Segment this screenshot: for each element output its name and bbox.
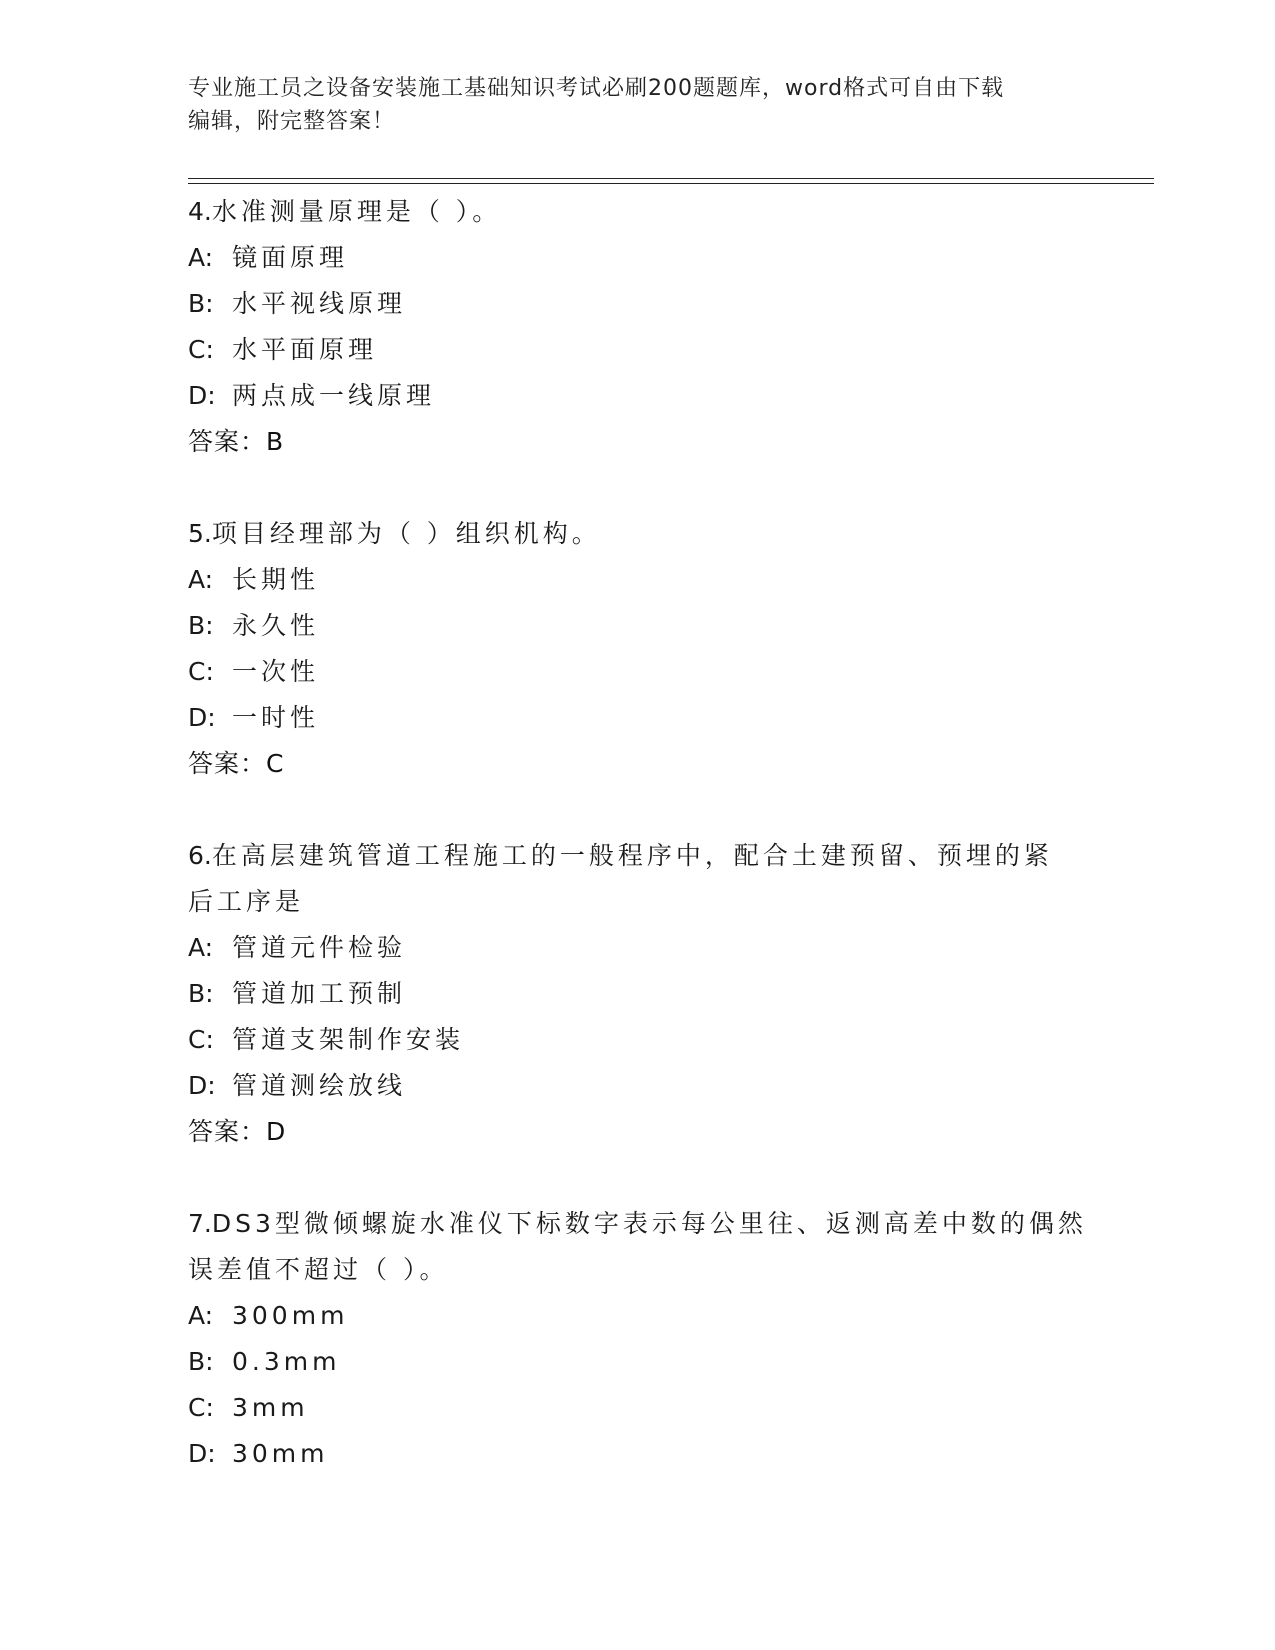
option-letter: D:	[188, 1071, 216, 1100]
question-stem	[188, 1201, 1088, 1247]
option-letter: B:	[188, 1347, 214, 1376]
question-stem	[188, 189, 1088, 235]
option-letter: C:	[188, 1025, 214, 1054]
header-line-1: 专业施工员之设备安装施工基础知识考试必刷200题题库，word格式可自由下载	[188, 76, 1005, 101]
answer-option	[188, 373, 1088, 419]
option-text: 水平面原理	[232, 335, 378, 364]
question-text: 项目经理部为（ ）组织机构。	[211, 519, 601, 548]
answer-option	[188, 235, 1088, 281]
answer-option	[188, 649, 1088, 695]
question-text: 水准测量原理是（ ）。	[211, 197, 502, 226]
question-stem-continuation	[188, 879, 1088, 925]
option-text: 管道加工预制	[232, 979, 407, 1008]
option-text: 30mm	[232, 1439, 329, 1468]
header-divider-top	[188, 178, 1154, 179]
option-letter: C:	[188, 1393, 214, 1422]
option-letter: A:	[188, 243, 214, 272]
option-letter: D:	[188, 1439, 216, 1468]
question-number: 7.	[188, 1209, 212, 1238]
option-text: 镜面原理	[232, 243, 349, 272]
option-text: 一时性	[232, 703, 320, 732]
question-stem	[188, 511, 1088, 557]
option-letter: D:	[188, 381, 216, 410]
header-line-2: 编辑，附完整答案！	[188, 109, 396, 134]
option-text: 一次性	[232, 657, 320, 686]
question-list	[188, 189, 1088, 1523]
option-letter: A:	[188, 1301, 214, 1330]
answer-option	[188, 281, 1088, 327]
answer-key: 答案：D	[188, 1117, 287, 1146]
answer-option	[188, 1017, 1088, 1063]
option-letter: B:	[188, 611, 214, 640]
question-number: 4.	[188, 197, 212, 226]
option-text: 管道测绘放线	[232, 1071, 407, 1100]
question-block	[188, 833, 1088, 1155]
option-letter: D:	[188, 703, 216, 732]
answer-option	[188, 603, 1088, 649]
answer-option	[188, 1339, 1088, 1385]
option-text: 300mm	[232, 1301, 349, 1330]
answer-option	[188, 1431, 1088, 1477]
question-stem	[188, 833, 1088, 879]
answer-option	[188, 327, 1088, 373]
option-letter: C:	[188, 657, 214, 686]
question-number: 6.	[188, 841, 212, 870]
header-divider-bottom	[188, 183, 1154, 184]
answer-key: 答案：C	[188, 749, 285, 778]
question-text: DS3型微倾螺旋水准仪下标数字表示每公里往、返测高差中数的偶然	[211, 1209, 1087, 1238]
option-letter: A:	[188, 565, 214, 594]
question-text: 后工序是	[188, 887, 305, 916]
option-text: 管道元件检验	[232, 933, 407, 962]
answer-option	[188, 971, 1088, 1017]
option-letter: B:	[188, 289, 214, 318]
option-text: 3mm	[232, 1393, 309, 1422]
question-block	[188, 511, 1088, 787]
question-text: 在高层建筑管道工程施工的一般程序中，配合土建预留、预埋的紧	[211, 841, 1053, 870]
option-text: 管道支架制作安装	[232, 1025, 465, 1054]
document-header	[188, 72, 1068, 138]
option-text: 永久性	[232, 611, 320, 640]
question-number: 5.	[188, 519, 212, 548]
answer-option	[188, 925, 1088, 971]
answer-key: 答案：B	[188, 427, 285, 456]
option-text: 长期性	[232, 565, 320, 594]
answer-option	[188, 1293, 1088, 1339]
answer-option	[188, 1063, 1088, 1109]
option-text: 0.3mm	[232, 1347, 341, 1376]
option-letter: A:	[188, 933, 214, 962]
question-block	[188, 189, 1088, 465]
question-stem-continuation	[188, 1247, 1088, 1293]
option-text: 水平视线原理	[232, 289, 407, 318]
option-letter: B:	[188, 979, 214, 1008]
answer-option	[188, 557, 1088, 603]
option-text: 两点成一线原理	[232, 381, 436, 410]
question-block	[188, 1201, 1088, 1477]
answer-option	[188, 695, 1088, 741]
option-letter: C:	[188, 335, 214, 364]
question-text: 误差值不超过（ ）。	[188, 1255, 449, 1284]
answer-option	[188, 1385, 1088, 1431]
